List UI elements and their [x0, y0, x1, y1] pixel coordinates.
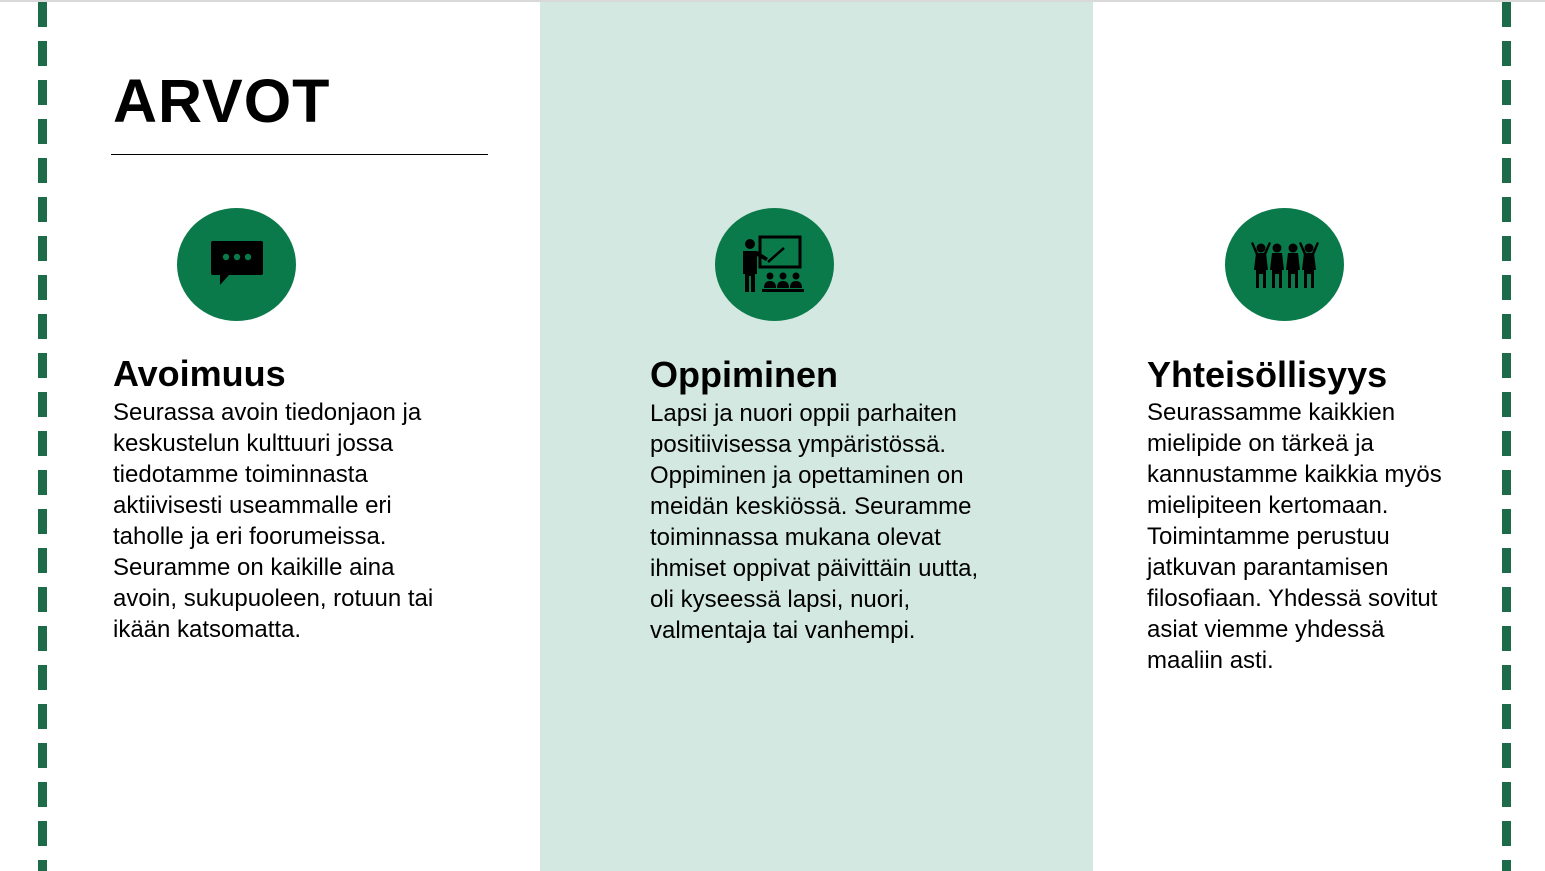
text-line: Seurassa avoin tiedonjaon ja	[113, 399, 422, 426]
text-line: Lapsi ja nuori oppii parhaiten	[650, 400, 957, 427]
value-heading-avoimuus: Avoimuus	[113, 353, 286, 394]
text-line: Seuramme on kaikille aina	[113, 554, 395, 581]
text-line: kannustamme kaikkia myös	[1147, 461, 1442, 488]
text-line: Seurassamme kaikkien	[1147, 399, 1396, 426]
value-text-avoimuus	[113, 397, 483, 645]
text-line: tiedotamme toiminnasta	[113, 461, 368, 488]
teacher-presentation-icon	[715, 208, 834, 321]
text-line: ikään katsomatta.	[113, 616, 302, 643]
text-line: Oppiminen ja opettaminen on	[650, 462, 964, 489]
text-line: toiminnassa mukana olevat	[650, 524, 941, 551]
text-line: avoin, sukupuoleen, rotuun tai	[113, 585, 434, 612]
text-line: mielipiteen kertomaan.	[1147, 492, 1389, 519]
left-dashed-border	[38, 2, 47, 871]
text-line: aktiivisesti useammalle eri	[113, 492, 392, 519]
speech-bubble-icon	[177, 208, 296, 321]
value-text-oppiminen	[650, 398, 1020, 646]
community-group-icon	[1225, 208, 1344, 321]
value-heading-yhteisollisyys: Yhteisöllisyys	[1147, 354, 1388, 395]
text-line: ihmiset oppivat päivittäin uutta,	[650, 555, 979, 582]
text-line: valmentaja tai vanhempi.	[650, 617, 916, 644]
text-line: mielipide on tärkeä ja	[1147, 430, 1374, 457]
text-line: maaliin asti.	[1147, 647, 1274, 674]
text-line: Toimintamme perustuu	[1147, 523, 1390, 550]
text-line: asiat viemme yhdessä	[1147, 616, 1385, 643]
page-title: ARVOT	[113, 67, 331, 135]
text-line: filosofiaan. Yhdessä sovitut	[1147, 585, 1438, 612]
text-line: oli kyseessä lapsi, nuori,	[650, 586, 911, 613]
text-line: meidän keskiössä. Seuramme	[650, 493, 972, 520]
text-line: taholle ja eri foorumeissa.	[113, 523, 387, 550]
text-line: keskustelun kulttuuri jossa	[113, 430, 394, 457]
title-underline	[111, 154, 488, 155]
text-line: positiivisessa ympäristössä.	[650, 431, 947, 458]
value-heading-oppiminen: Oppiminen	[650, 354, 838, 395]
text-line: jatkuvan parantamisen	[1147, 554, 1389, 581]
value-text-yhteisollisyys	[1147, 397, 1517, 676]
